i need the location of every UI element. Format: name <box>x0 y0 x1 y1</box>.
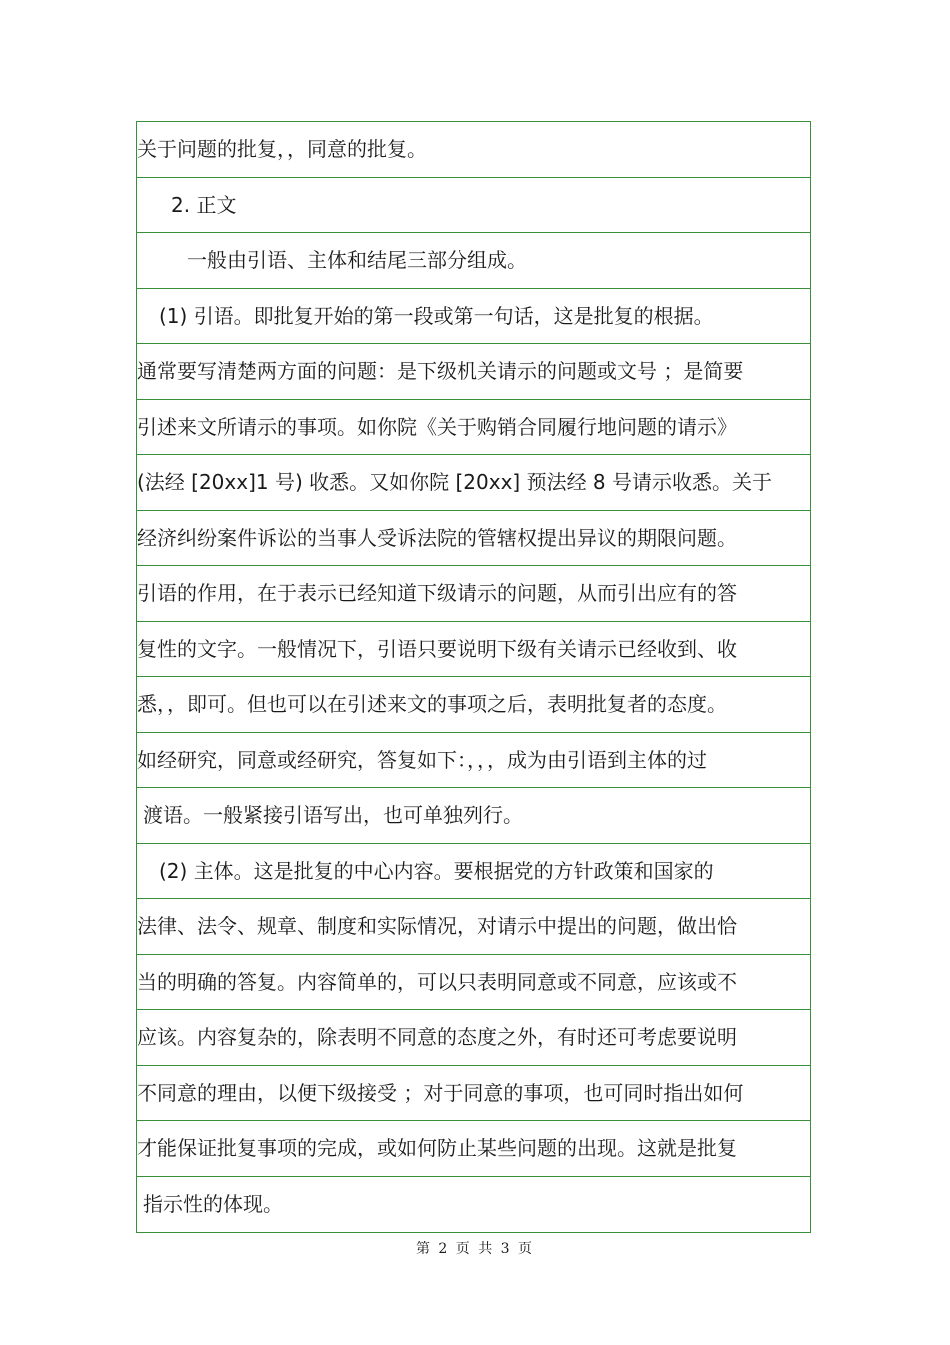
line-text: 通常要写清楚两方面的问题：是下级机关请示的问题或文号 ；是简要 <box>137 359 744 384</box>
text-line <box>137 400 810 456</box>
text-line <box>137 1121 810 1177</box>
section-heading <box>137 178 810 234</box>
text-line <box>137 1177 810 1233</box>
text-line <box>137 1066 810 1122</box>
text-line <box>137 289 810 345</box>
line-text: 指示性的体现。 <box>143 1192 283 1217</box>
text-line <box>137 899 810 955</box>
line-text: 引语的作用，在于表示已经知道下级请示的问题，从而引出应有的答 <box>137 581 737 606</box>
text-line <box>137 122 810 178</box>
line-text: 悉，，即可。但也可以在引述来文的事项之后，表明批复者的态度。 <box>137 692 727 717</box>
text-line <box>137 511 810 567</box>
text-line <box>137 844 810 900</box>
line-text: 2. 正文 <box>171 192 237 217</box>
text-line <box>137 622 810 678</box>
line-text: 才能保证批复事项的完成，或如何防止某些问题的出现。这就是批复 <box>137 1136 737 1161</box>
line-text: 当的明确的答复。内容简单的，可以只表明同意或不同意，应该或不 <box>137 969 737 994</box>
text-line <box>137 344 810 400</box>
page-number-footer: 第 2 页 共 3 页 <box>415 1241 535 1257</box>
line-text: 引述来文所请示的事项。如你院《关于购销合同履行地问题的请示》 <box>137 414 737 439</box>
line-text: 法律、法令、规章、制度和实际情况，对请示中提出的问题，做出恰 <box>137 914 737 939</box>
text-line <box>137 1010 810 1066</box>
text-line <box>137 677 810 733</box>
text-line <box>137 788 810 844</box>
line-text: 复性的文字。一般情况下，引语只要说明下级有关请示已经收到、收 <box>137 636 737 661</box>
line-text: 关于问题的批复，，同意的批复。 <box>137 137 427 162</box>
text-line <box>137 955 810 1011</box>
line-text: 一般由引语、主体和结尾三部分组成。 <box>187 248 527 273</box>
text-line <box>137 455 810 511</box>
text-line <box>137 566 810 622</box>
line-text: (2) 主体。这是批复的中心内容。要根据党的方针政策和国家的 <box>159 858 714 883</box>
line-text: (1) 引语。即批复开始的第一段或第一句话，这是批复的根据。 <box>159 303 714 328</box>
ruled-text-box <box>136 121 811 1233</box>
line-text: 不同意的理由，以便下级接受 ；对于同意的事项，也可同时指出如何 <box>137 1080 744 1105</box>
text-line <box>137 733 810 789</box>
line-text: 应该。内容复杂的，除表明不同意的态度之外，有时还可考虑要说明 <box>137 1025 737 1050</box>
line-text: 渡语。一般紧接引语写出，也可单独列行。 <box>143 803 523 828</box>
line-text: 如经研究，同意或经研究，答复如下：，，，成为由引语到主体的过 <box>137 747 707 772</box>
text-line <box>137 233 810 289</box>
line-text: 经济纠纷案件诉讼的当事人受诉法院的管辖权提出异议的期限问题。 <box>137 525 737 550</box>
line-text: (法经 [20xx]1 号) 收悉。又如你院 [20xx] 预法经 8 号请示收悉。关于 <box>137 470 773 495</box>
